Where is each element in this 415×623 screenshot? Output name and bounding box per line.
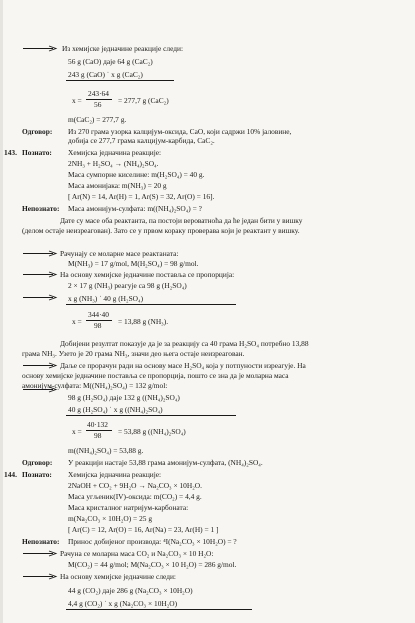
text-line: 2NaOH + CO₂ + 9H₂O → Na₂CO₃ × 10H₂O. xyxy=(68,481,202,490)
text-line: M(CO₂) = 44 g/mol; M(Na₂CO₃ × 10 H₂O) = 286 g/mol. xyxy=(68,560,237,569)
text-line: У реакцији настаје 53,88 грама амонијум-сулфата, (NH₄)₂SO₄. xyxy=(68,458,263,467)
arrow-icon xyxy=(22,44,56,53)
text-line: На основу хемијске једначине постављa се пропорција: xyxy=(60,270,235,279)
given-label: Познато: xyxy=(22,148,52,157)
text-line: Даље се прорачун ради на основу масе H₂SO₄ која у потпуности изреагује. На xyxy=(60,361,306,370)
text-line: Рачуна се моларна маса CO₂ и Na₂CO₃ × 10 H₂O: xyxy=(60,549,214,558)
proportion-underline xyxy=(66,80,174,81)
text-line: m((NH₄)₂SO₄) = 53,88 g. xyxy=(68,446,144,455)
text-line: [ Ar(N) = 14, Ar(H) = 1, Ar(S) = 32, Ar(O) = 16]. xyxy=(68,192,215,201)
equation-rhs: = 13,88 g (NH₃). xyxy=(118,317,169,326)
problem-number: 144. xyxy=(4,470,17,479)
text-line: Маса амонијум-сулфата: m((NH₄)₂SO₄) = ? xyxy=(68,204,202,213)
text-line: [ Ar(C) = 12, Ar(O) = 16, Ar(Na) = 23, Ar(H) = 1 ] xyxy=(68,525,219,534)
text-line: Хемијска једначина реакције: xyxy=(68,470,162,479)
text-line: Маса кристалног натријум-карбоната: xyxy=(68,503,189,512)
text-line: Принос добијеног производа: ⁴I(Na₂CO₃ × 10H₂O) = ? xyxy=(68,537,237,546)
arrow-icon xyxy=(22,270,56,279)
fraction xyxy=(86,90,116,110)
fraction-denominator: 56 xyxy=(94,100,102,109)
text-line: На основу хемијске једначине следи: xyxy=(60,572,176,581)
answer-label: Одговор: xyxy=(22,458,53,467)
proportion-row: 44 g (CO₂) даје 286 g (Na₂CO₃ × 10H₂O) xyxy=(68,586,193,595)
text-line: 2NH₃ + H₂SO₄ → (NH₄)₂SO₄. xyxy=(68,159,159,168)
proportion-underline xyxy=(66,415,236,416)
text-line: Из 270 грама узорка калцијум-оксида, CaO, који садржи 10% јаловине, xyxy=(68,127,292,136)
proportion-row: 2 × 17 g (NH₃) реагује са 98 g (H₂SO₄) xyxy=(68,281,187,290)
text-line: добија се 277,7 грама калцијум-карбида, CaC₂. xyxy=(68,136,215,145)
text-line: Хемијска једначина реакције: xyxy=(68,148,162,157)
equation-rhs: = 277,7 g (CaC₂) xyxy=(118,96,169,105)
text-line: основу хемијске једначине постављa се пропорција, пошто се зна да је моларна маса xyxy=(22,371,289,380)
text-line: Маса сумпорне киселине: m(H₂SO₄) = 40 g. xyxy=(68,170,205,179)
fraction-numerator: 40·132 xyxy=(87,420,108,429)
text-line: Добијени резултат показује да је за реакцију са 40 грама H₂SO₄ потребно 13,88 xyxy=(60,339,309,348)
proportion-row: 98 g (H₂SO₄) даје 132 g ((NH₄)₂SO₄) xyxy=(68,393,180,402)
given-label: Познато: xyxy=(22,470,52,479)
proportion-row: 4,4 g (CO₂) ˈ x g (Na₂CO₃ × 10H₂O) xyxy=(68,599,178,608)
arrow-icon xyxy=(22,293,56,302)
fraction xyxy=(86,421,116,441)
equation-lhs: x = xyxy=(72,96,82,105)
arrow-icon xyxy=(22,549,56,558)
arrow-icon xyxy=(22,249,56,258)
equation-rhs: = 53,88 g ((NH₄)₂SO₄) xyxy=(118,427,186,436)
text-line: амонијум-сулфата: M((NH₄)₂SO₄) = 132 g/mol: xyxy=(22,381,168,390)
text-line: Маса амонијака: m(NH₃) = 20 g xyxy=(68,181,167,190)
fraction-denominator: 98 xyxy=(94,431,102,440)
fraction-denominator: 98 xyxy=(94,321,102,330)
proportion-row: 40 g (H₂SO₄) ˈ x g ((NH₄)₂SO₄) xyxy=(68,405,163,414)
fraction xyxy=(86,311,116,331)
equation-lhs: x = xyxy=(72,427,82,436)
page-edge xyxy=(0,0,3,623)
text-line: (делом остаје неизреагован). Зато се у првом кораку проверава који је реактант у вишку. xyxy=(22,226,300,235)
text-line: M(NH₃) = 17 g/mol, M(H₂SO₄) = 98 g/mol. xyxy=(68,259,199,268)
text-line: m(Na₂CO₃ × 10H₂O) = 25 g xyxy=(68,514,153,523)
proportion-row: 243 g (CaO) ˈ x g (CaC₂) xyxy=(68,70,143,79)
fraction-numerator: 344·40 xyxy=(88,310,109,319)
text-line: грама NH₃. Узето је 20 грама NH₃, значи део њега остаје неизреагован. xyxy=(22,349,245,358)
proportion-row: x g (NH₃) ˈ 40 g (H₂SO₄) xyxy=(68,294,144,303)
problem-number: 143. xyxy=(4,148,17,157)
unknown-label: Непознато: xyxy=(22,537,60,546)
text-line: Дате су масе оба реактанта, па постоји вероватноћа да ће један бити у вишку xyxy=(60,216,303,225)
proportion-row: 56 g (CaO) даје 64 g (CaC₂) xyxy=(68,57,153,66)
arrow-icon xyxy=(22,361,56,370)
answer-label: Одговор: xyxy=(22,127,53,136)
fraction-numerator: 243·64 xyxy=(88,89,109,98)
equation-lhs: x = xyxy=(72,317,82,326)
arrow-icon xyxy=(22,572,56,581)
proportion-underline xyxy=(66,609,252,610)
proportion-underline xyxy=(66,304,236,305)
unknown-label: Непознато: xyxy=(22,204,60,213)
text-line: Из хемијске једначине реакције следи: xyxy=(62,44,184,53)
text-line: m(CaC₂) = 277,7 g. xyxy=(68,115,127,124)
text-line: Рачунају се моларне масе реактаната: xyxy=(60,249,179,258)
text-line: Маса угљеник(IV)-оксида: m(CO₂) = 4,4 g. xyxy=(68,492,202,501)
